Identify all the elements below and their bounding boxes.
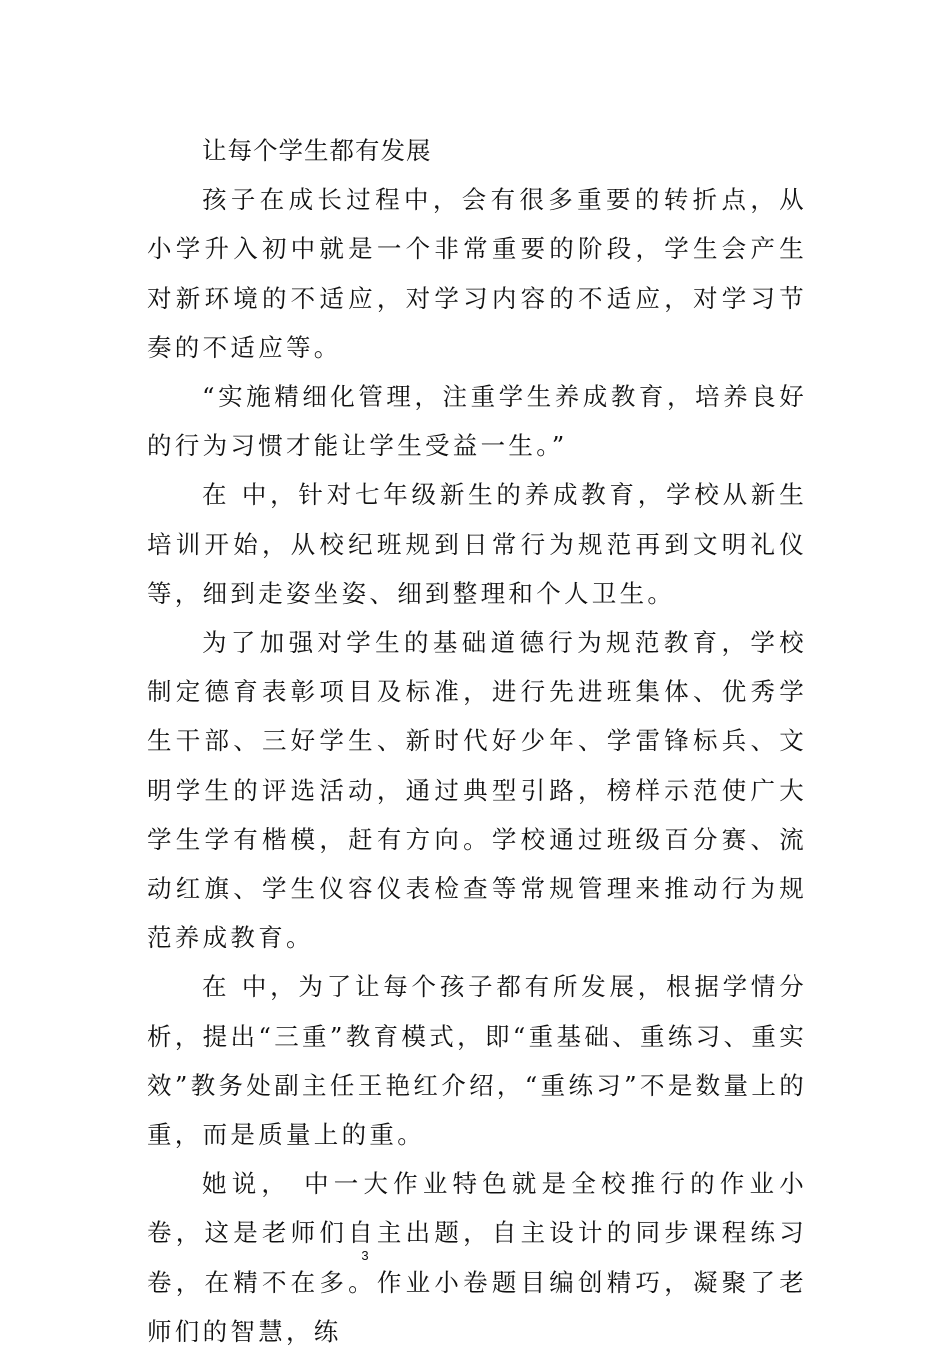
paragraph: 在 中，针对七年级新生的养成教育，学校从新生培训开始，从校纪班规到日常行为规范再到文明礼仪等，细到走姿坐姿、细到整理和个人卫生。 [147,480,807,608]
paragraph: “实施精细化管理，注重学生养成教育，培养良好的行为习惯才能让学生受益一生。” [147,382,807,461]
paragraph: 孩子在成长过程中，会有很多重要的转折点，从小学升入初中就是一个非常重要的阶段，学生会产生对新环境的不适应，对学习内容的不适应，对学习节奏的不适应等。 [147,185,807,362]
paragraph: 她说， 中一大作业特色就是全校推行的作业小卷，这是老师们自主出题，自主设计的同步课程练习卷，在精不在多。作业小卷题目编创精巧，凝聚了老师们的智慧，练 [147,1169,807,1346]
document-body [147,126,807,1356]
paragraph: 为了加强对学生的基础道德行为规范教育，学校制定德育表彰项目及标准，进行先进班集体、优秀学生干部、三好学生、新时代好少年、学雷锋标兵、文明学生的评选活动，通过典型引路，榜样示范使广大学生学有楷模，赶有方向。学校通过班级百分赛、流动红旗、学生仪容仪表检查等常规管理来推动行为规范养成教育。 [147,628,807,953]
section-heading: 让每个学生都有发展 [202,136,432,165]
page-number: 3 [361,1248,369,1263]
paragraph: 在 中，为了让每个孩子都有所发展，根据学情分析，提出“三重”教育模式，即“重基础、重练习、重实效”教务处副主任王艳红介绍，“重练习”不是数量上的重，而是质量上的重。 [147,972,807,1150]
